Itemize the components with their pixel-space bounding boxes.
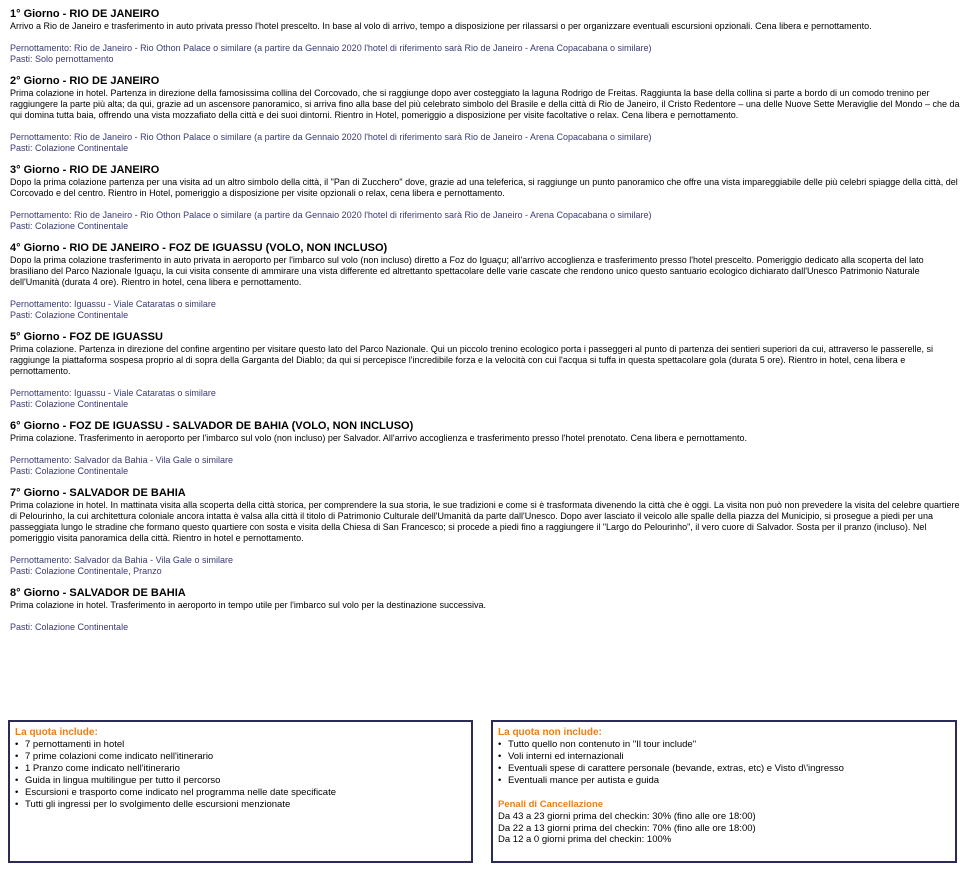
list-item: • Tutti gli ingressi per lo svolgimento delle escursioni menzionate	[15, 799, 466, 811]
day-overnight: Pernottamento: Iguassu - Viale Cataratas o similare	[10, 388, 216, 398]
quota-exclude-box	[491, 720, 957, 863]
day-8	[10, 587, 960, 633]
day-6	[10, 420, 960, 477]
cancellation-penalty-line: Da 12 a 0 giorni prima del checkin: 100%	[498, 834, 672, 845]
quota-include-heading: La quota include:	[15, 727, 98, 738]
quota-include-list	[15, 739, 466, 811]
day-title: 3° Giorno - RIO DE JANEIRO	[10, 164, 160, 176]
day-7	[10, 487, 960, 577]
list-item: • Escursioni e trasporto come indicato nel programma nelle date specificate	[15, 787, 466, 799]
day-description: Prima colazione in hotel. Trasferimento in aeroporto in tempo utile per l'imbarco sul volo per la destinazione successiva.	[10, 600, 486, 610]
day-meals: Pasti: Colazione Continentale	[10, 466, 129, 476]
day-2	[10, 75, 960, 154]
day-5	[10, 331, 960, 410]
day-description: Prima colazione. Trasferimento in aeroporto per l'imbarco sul volo (non incluso) per Salvador. All'arrivo accoglienza e trasferimento presso l'hotel prenotato. Cena libera e pernottamento.	[10, 433, 748, 443]
day-meals: Pasti: Colazione Continentale	[10, 399, 129, 409]
day-overnight: Pernottamento: Iguassu - Viale Cataratas o similare	[10, 299, 216, 309]
quota-include-box	[8, 720, 473, 863]
day-meals: Pasti: Colazione Continentale	[10, 221, 129, 231]
itinerary	[10, 8, 960, 643]
day-meals: Pasti: Solo pernottamento	[10, 54, 114, 64]
day-meals: Pasti: Colazione Continentale	[10, 143, 129, 153]
quota-exclude-list	[498, 739, 950, 787]
day-3	[10, 164, 960, 232]
day-description: Prima colazione in hotel. In mattinata visita alla scoperta della città storica, per comprendere la sua storia, le sue tradizioni e come si è trasformata divenendo la città che è oggi. La visita non può non prevedere la visita del celebre quartiere di Pelourinho, la cui architettura coloniale ancora intatta è valsa alla città il titolo di Patrimonio Culturale dell'Umanità da parte dall'Unesco. Dopo aver lasciato il veicolo alle spalle della piazza del Municipio, si prosegue a piedi per una passeggiata lungo le stradine che formano questo quartiere con sosta e visita della Chiesa di San Francesco; si procede a piedi fino a raggiungere il "Largo do Pelourinho", il vero cuore di Salvador. Sosta per il pranzo (incluso). Nel pomeriggio visita panoramica della città. Rientro in hotel e pernottamento.	[10, 500, 960, 543]
day-description: Dopo la prima colazione partenza per una visita ad un altro simbolo della città, il "Pan di Zucchero" dove, grazie ad una teleferica, si raggiunge un punto panoramico che offre una vista impareggiabile delle più celebri spiagge della città, del Corcovado e del centro. Rientro in Hotel, pomeriggio a disposizione per visite opzionali o relax, cena libera e pernottamento.	[10, 177, 958, 198]
list-item: • Tutto quello non contenuto in "Il tour include"	[498, 739, 950, 751]
day-4	[10, 242, 960, 321]
day-title: 5° Giorno - FOZ DE IGUASSU	[10, 331, 163, 343]
day-overnight: Pernottamento: Salvador da Bahia - Vila Gale o similare	[10, 555, 233, 565]
day-title: 4° Giorno - RIO DE JANEIRO - FOZ DE IGUASSU (VOLO, NON INCLUSO)	[10, 242, 388, 254]
day-description: Dopo la prima colazione trasferimento in auto privata in aeroporto per l'imbarco sul volo (non incluso) diretto a Foz do Iguaçu; all'arrivo accoglienza e trasferimento presso l'hotel prescelto. Pomeriggio dedicato alla scoperta del lato brasiliano del Parco Nazionale Iguaçu, la cui visita consente di ammirare una vista differente ed altrettanto spettacolare delle varie cascate che rendono unico questo santuario ecologico dichiarato dall'Unesco Patrimonio Naturale dell'Umanità (durata 4 ore). Rientro in hotel, cena libera e pernottamento.	[10, 255, 924, 287]
day-overnight: Pernottamento: Rio de Janeiro - Rio Othon Palace o similare (a partire da Gennaio 2020 l'hotel di riferimento sarà Rio de Janeiro - Arena Copacabana o similare)	[10, 43, 652, 53]
day-title: 1° Giorno - RIO DE JANEIRO	[10, 8, 160, 20]
day-meals: Pasti: Colazione Continentale	[10, 622, 129, 632]
list-item: • Eventuali spese di carattere personale (bevande, extras, etc) e Visto d\'ingresso	[498, 763, 950, 775]
day-title: 2° Giorno - RIO DE JANEIRO	[10, 75, 160, 87]
cancellation-penalties-heading: Penali di Cancellazione	[498, 799, 604, 810]
day-overnight: Pernottamento: Rio de Janeiro - Rio Othon Palace o similare (a partire da Gennaio 2020 l'hotel di riferimento sarà Rio de Janeiro - Arena Copacabana o similare)	[10, 132, 652, 142]
quota-exclude-heading: La quota non include:	[498, 727, 602, 738]
list-item: • Voli interni ed internazionali	[498, 751, 950, 763]
cancellation-penalty-line: Da 43 a 23 giorni prima del checkin: 30% (fino alle ore 18:00)	[498, 811, 756, 822]
day-meals: Pasti: Colazione Continentale	[10, 310, 129, 320]
list-item: • Guida in lingua multilingue per tutto il percorso	[15, 775, 466, 787]
day-description: Arrivo a Rio de Janeiro e trasferimento in auto privata presso l'hotel prescelto. In base al volo di arrivo, tempo a disposizione per rilassarsi o per organizzare eventuali escursioni opzionali. Cena libera e pernottamento.	[10, 21, 872, 31]
list-item: • Eventuali mance per autista e guida	[498, 775, 950, 787]
day-1	[10, 8, 960, 65]
day-description: Prima colazione in hotel. Partenza in direzione della famosissima collina del Corcovado, che si raggiunge dopo aver costeggiato la laguna Rodrigo de Freitas. Raggiunta la base della collina si parte a bordo di un comodo trenino per raggiungere la parte più alta; da qui, grazie ad un ascensore panoramico, si arriva fino alla base del più celebrato simbolo del Brasile e della città di Rio de Janeiro, il Cristo Redentore – una delle Nuove Sette Meraviglie del Mondo – che da qui domina tutta baia, offrendo una vista mozzafiato della città e dei suoi dintorni. Rientro in Hotel, pomeriggio a disposizione per visite facoltative o relax. Cena libera e pernottamento.	[10, 88, 960, 120]
cancellation-penalty-line: Da 22 a 13 giorni prima del checkin: 70% (fino alle ore 18:00)	[498, 822, 756, 834]
day-description: Prima colazione. Partenza in direzione del confine argentino per visitare questo lato del Parco Nazionale. Qui un piccolo trenino ecologico porta i passeggeri al punto di partenza dei sentieri superiori da cui, attraverso le passerelle, si raggiunge la piattaforma sospesa proprio al di sopra della Garganta del Diablo; da qui si percepisce l'incredibile forza e la velocità con cui l'acqua si tuffa in questa spettacolare gola (durata 5 ore). Rientro in hotel, cena libera e pernottamento.	[10, 344, 934, 376]
list-item: • 7 pernottamenti in hotel	[15, 739, 466, 751]
day-title: 6° Giorno - FOZ DE IGUASSU - SALVADOR DE BAHIA (VOLO, NON INCLUSO)	[10, 420, 414, 432]
day-overnight: Pernottamento: Rio de Janeiro - Rio Othon Palace o similare (a partire da Gennaio 2020 l'hotel di riferimento sarà Rio de Janeiro - Arena Copacabana o similare)	[10, 210, 652, 220]
day-overnight: Pernottamento: Salvador da Bahia - Vila Gale o similare	[10, 455, 233, 465]
day-title: 8° Giorno - SALVADOR DE BAHIA	[10, 587, 186, 599]
list-item: • 7 prime colazioni come indicato nell'itinerario	[15, 751, 466, 763]
day-title: 7° Giorno - SALVADOR DE BAHIA	[10, 487, 186, 499]
day-meals: Pasti: Colazione Continentale, Pranzo	[10, 566, 162, 576]
list-item: • 1 Pranzo come indicato nell'itinerario	[15, 763, 466, 775]
